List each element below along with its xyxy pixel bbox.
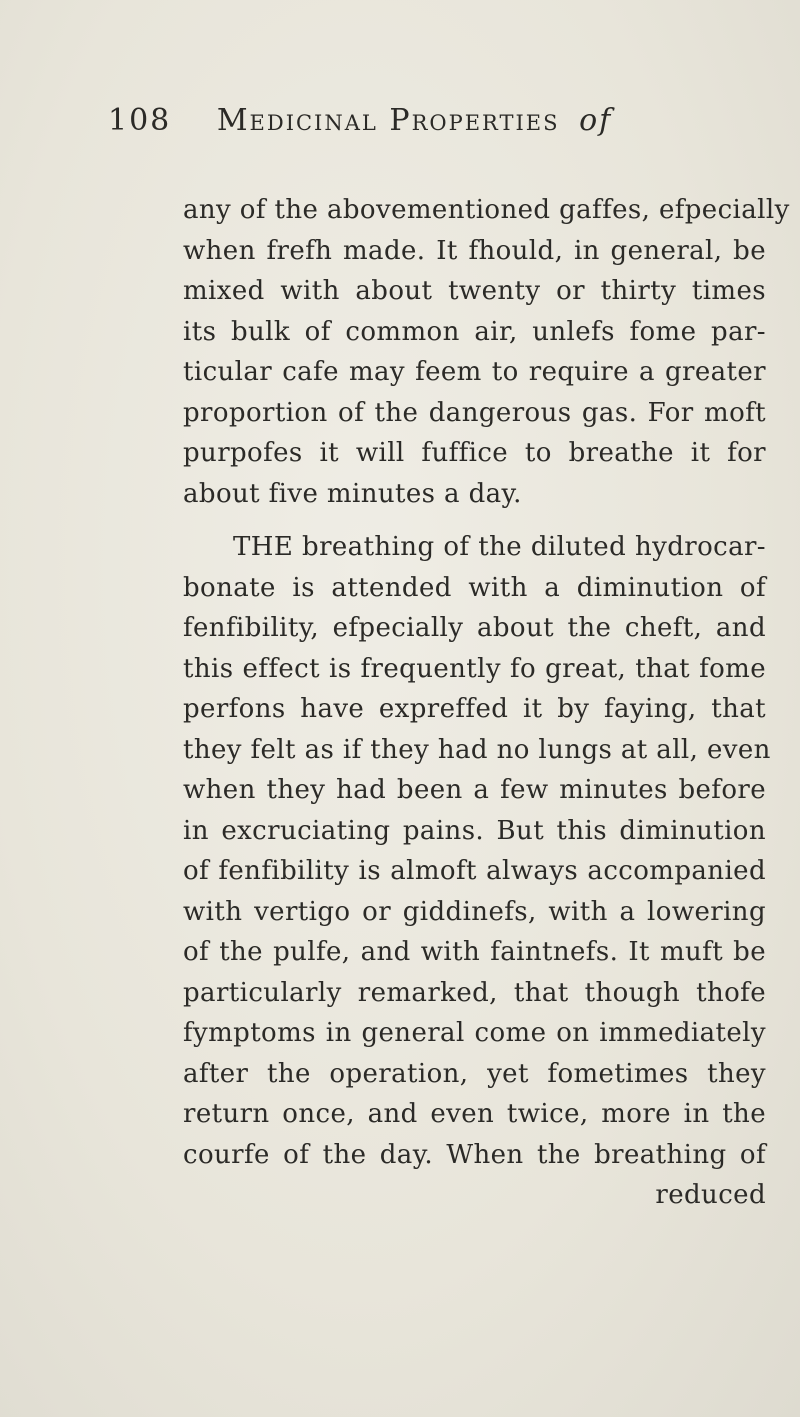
page-number: 108 <box>108 103 172 138</box>
text-line: mixed with about twenty or thirty times <box>183 276 766 306</box>
running-title-of: of <box>579 103 613 138</box>
text-line: return once, and even twice, more in the <box>183 1099 766 1129</box>
paragraph-1 <box>183 190 790 514</box>
running-header <box>108 103 668 138</box>
text-line: they felt as if they had no lungs at all, even <box>183 734 771 765</box>
text-line: courfe of the day. When the breathing of <box>183 1139 766 1170</box>
text-line: ticular cafe may feem to require a greater <box>183 357 766 387</box>
running-title: Medicinal Properties <box>216 103 560 138</box>
text-line: fenfibility, efpecially about the cheft, and <box>183 613 766 643</box>
text-line: this effect is frequently fo great, that fome <box>183 653 766 684</box>
catchword: reduced <box>655 1180 766 1210</box>
text-line: in excruciating pains. But this diminution <box>183 815 766 846</box>
text-line: THE breathing of the diluted hydrocar- <box>233 532 766 562</box>
text-line: any of the abovementioned gaffes, efpecially <box>183 195 790 225</box>
text-line: bonate is attended with a diminution of <box>183 572 766 603</box>
text-line: with vertigo or giddinefs, with a lowering <box>183 896 766 927</box>
text-line: proportion of the dangerous gas. For moft <box>183 397 766 428</box>
text-line: about five minutes a day. <box>183 478 522 509</box>
text-line: of fenfibility is almoft always accompanied <box>183 856 766 886</box>
text-line: when they had been a few minutes before <box>183 775 766 805</box>
text-line: its bulk of common air, unlefs fome par- <box>183 316 766 347</box>
text-line: fymptoms in general come on immediately <box>183 1018 766 1048</box>
text-line: when frefh made. It fhould, in general, be <box>183 235 766 266</box>
text-line: of the pulfe, and with faintnefs. It muft be <box>183 937 766 967</box>
paragraph-2 <box>183 527 771 1216</box>
text-line: after the operation, yet fometimes they <box>183 1058 766 1089</box>
text-line: particularly remarked, that though thofe <box>183 977 766 1008</box>
text-line: purpofes it will fuffice to breathe it for <box>183 438 766 468</box>
text-line: perfons have expreffed it by faying, that <box>183 694 766 724</box>
